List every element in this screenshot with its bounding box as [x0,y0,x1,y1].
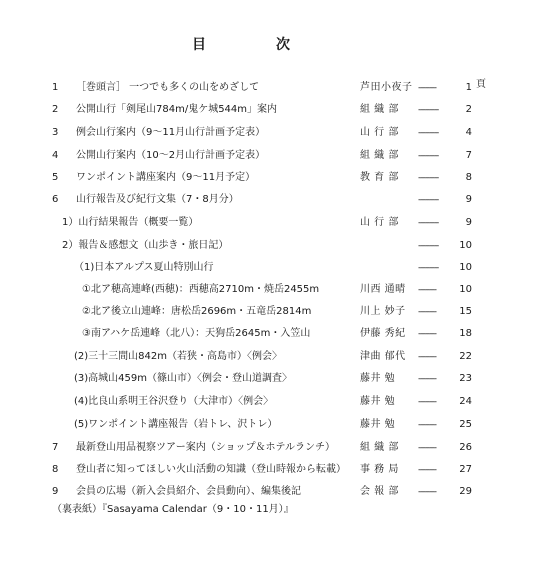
entry-page: 10 [459,240,472,251]
entry-page: 22 [459,351,472,362]
toc-entry [0,81,533,99]
toc-entry [0,441,533,459]
back-cover-note: （裏表紙）『Sasayama Calendar（9・10・11月）』 [52,504,294,515]
entry-leader: --------- [418,263,439,273]
entry-title: 公開山行案内（10～2月山行計画予定表） [76,150,266,161]
entry-leader: -------- [418,352,436,362]
entry-author: 川西 通晴 [360,284,406,295]
entry-author: 会 報 部 [360,486,399,497]
entry-leader: -------- [418,307,436,317]
entry-leader: -------- [418,397,436,407]
entry-page: 23 [459,373,472,384]
entry-page: 9 [465,194,472,205]
toc-entry [0,418,533,436]
toc-entry [0,126,533,144]
toc-entry [0,463,533,481]
entry-number: 7 [52,442,59,453]
entry-author: 組 織 部 [360,104,399,115]
entry-title: (3)高城山459m（篠山市）〈例会・登山道調査〉 [74,373,292,384]
entry-leader: -------- [418,443,436,453]
entry-leader: -------- [418,374,436,384]
toc-entry [0,372,533,390]
entry-page: 8 [465,172,472,183]
toc-entry [0,103,533,121]
entry-title: （1)日本アルプス夏山特別山行 [74,262,214,273]
entry-number: 6 [52,194,59,205]
entry-title: 最新登山用品視察ツアー案内（ショップ＆ホテルランチ） [76,442,335,453]
toc-entry [0,261,533,279]
entry-number: 9 [52,486,59,497]
entry-title: 例会山行案内（9～11月山行計画予定表） [76,127,266,138]
entry-title: ［巻頭言］ 一つでも多くの山をめざして [76,82,260,93]
entry-title: 1）山行結果報告（概要一覧） [62,217,199,228]
entry-title: (5)ワンポイント講座報告（岩トレ、沢トレ） [74,419,278,430]
entry-author: 津曲 郁代 [360,351,406,362]
entry-leader: --------- [418,195,439,205]
entry-author: 芦田小夜子 [360,82,413,93]
entry-author: 川上 妙子 [360,306,406,317]
entry-leader: --------- [418,105,439,115]
entry-title: 会員の広場（新入会員紹介、会員動向）、編集後記 [76,486,301,497]
toc-entry [0,239,533,257]
entry-author: 山 行 部 [360,217,399,228]
entry-title: (4)比良山系明王谷沢登り（大津市）〈例会〉 [74,396,274,407]
entry-number: 8 [52,464,59,475]
entry-title: 公開山行「剣尾山784m/鬼ケ城544m」案内 [76,104,278,115]
entry-page: 7 [465,150,472,161]
entry-leader: -------- [418,487,436,497]
entry-page: 25 [459,419,472,430]
entry-author: 教 育 部 [360,172,399,183]
entry-author: 組 織 部 [360,442,399,453]
entry-page: 24 [459,396,472,407]
entry-author: 藤井 勉 [360,396,396,407]
entry-author: 事 務 局 [360,464,399,475]
entry-author: 藤井 勉 [360,419,396,430]
entry-title: 山行報告及び紀行文集（7・8月分） [76,194,239,205]
entry-page: 27 [459,464,472,475]
entry-author: 組 織 部 [360,150,399,161]
toc-entry [0,350,533,368]
entry-page: 29 [459,486,472,497]
entry-title: ③南アハケ岳連峰（北八）：天狗岳2645m・入笠山 [82,328,311,339]
toc-entry [0,149,533,167]
entry-number: 2 [52,104,59,115]
entry-number: 4 [52,150,59,161]
entry-number: 3 [52,127,59,138]
entry-author: 伊藤 秀紀 [360,328,406,339]
entry-leader: -------- [418,83,436,93]
entry-leader: --------- [418,151,439,161]
entry-leader: -------- [418,329,436,339]
entry-page: 10 [459,284,472,295]
entry-leader: --------- [418,128,439,138]
entry-leader: -------- [418,420,436,430]
entry-title: 2）報告＆感想文（山歩き・旅日記） [62,240,229,251]
toc-entry [0,305,533,323]
entry-title: ①北ア穂高連峰(西穂)：西穂高2710m・焼岳2455m [82,284,320,295]
entry-leader: --------- [418,241,439,251]
entry-title: 登山者に知ってほしい火山活動の知識（登山時報から転載） [76,464,346,475]
entry-page: 15 [459,306,472,317]
entry-page: 2 [465,104,472,115]
toc-entry [0,327,533,345]
toc-entry [0,193,533,211]
toc-entry [0,283,533,301]
entry-page: 26 [459,442,472,453]
page-title: 目次 [192,37,360,53]
toc-entry [0,171,533,189]
entry-title: ②北ア後立山連峰：唐松岳2696m・五竜岳2814m [82,306,312,317]
entry-number: 1 [52,82,59,93]
page-column-label: 頁 [476,79,486,90]
entry-leader: --------- [418,218,439,228]
entry-page: 18 [459,328,472,339]
toc-entry [0,216,533,234]
entry-page: 9 [465,217,472,228]
entry-leader: -------- [418,465,436,475]
entry-title: ワンポイント講座案内（9～11月予定） [76,172,256,183]
entry-page: 4 [465,127,472,138]
entry-page: 10 [459,262,472,273]
entry-number: 5 [52,172,59,183]
entry-page: 1 [465,82,472,93]
entry-leader: -------- [418,285,436,295]
entry-title: (2)三十三間山842m（若狭・高島市）〈例会〉 [74,351,282,362]
entry-author: 山 行 部 [360,127,399,138]
entry-author: 藤井 勉 [360,373,396,384]
toc-entry [0,395,533,413]
entry-leader: --------- [418,173,439,183]
